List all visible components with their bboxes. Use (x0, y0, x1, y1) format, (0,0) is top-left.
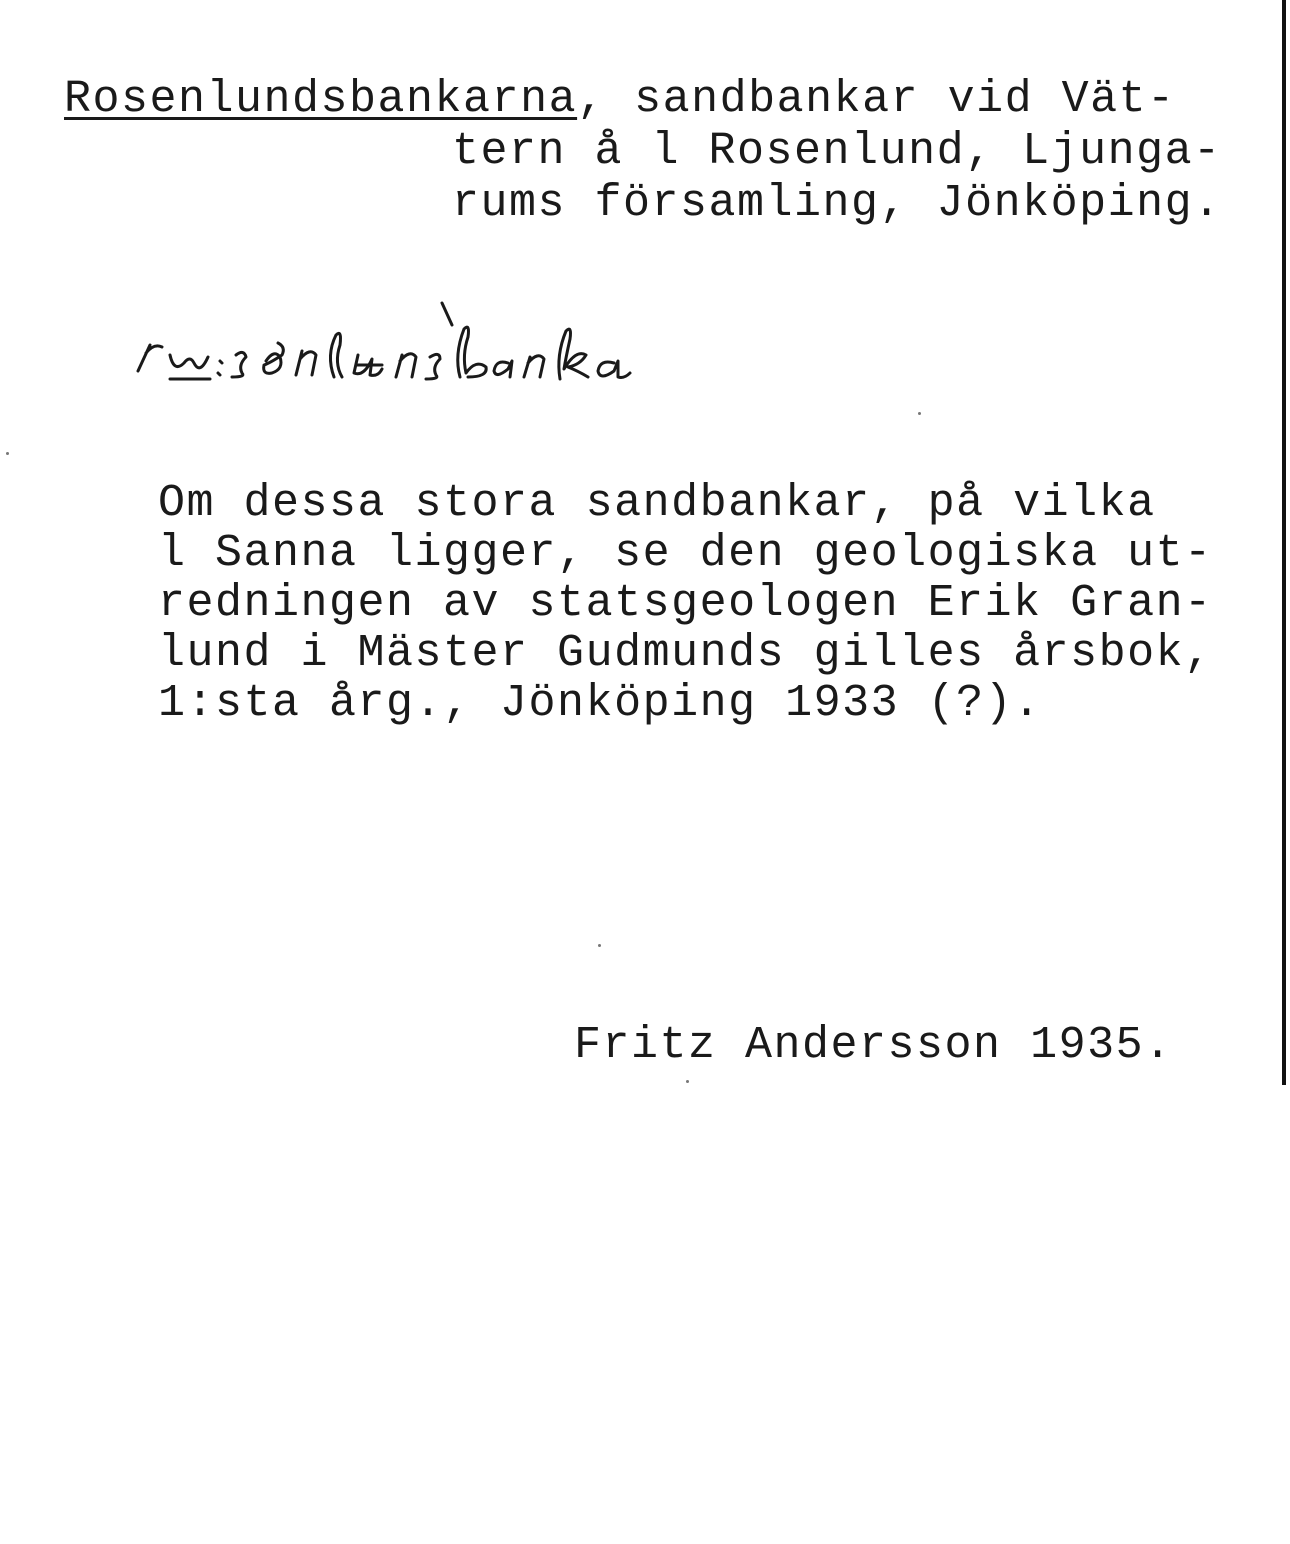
body-line: l Sanna ligger, se den geologiska ut- (158, 528, 1213, 579)
handwritten-pronunciation (120, 285, 740, 395)
headword: Rosenlundsbankarna (64, 74, 578, 125)
body-line: lund i Mäster Gudmunds gilles årsbok, (158, 628, 1213, 679)
header-line-1 (64, 76, 1176, 124)
scan-speck (598, 944, 601, 947)
body-line: Om dessa stora sandbankar, på vilka (158, 478, 1156, 529)
body-line: 1:sta årg., Jönköping 1933 (?). (158, 678, 1042, 729)
header-line-2: tern å l Rosenlund, Ljunga- (452, 126, 1222, 177)
header-line-1-rest: , sandbankar vid Vät- (577, 74, 1176, 125)
scan-speck (6, 452, 9, 455)
body-line: redningen av statsgeologen Erik Gran- (158, 578, 1213, 629)
handwritten-pronunciation-drawing (120, 285, 740, 395)
signature: Fritz Andersson 1935. (574, 1020, 1173, 1071)
scan-speck (686, 1080, 689, 1083)
scan-speck (918, 412, 921, 415)
card-edge-line (1282, 0, 1286, 1085)
header-line-3: rums församling, Jönköping. (452, 178, 1222, 229)
